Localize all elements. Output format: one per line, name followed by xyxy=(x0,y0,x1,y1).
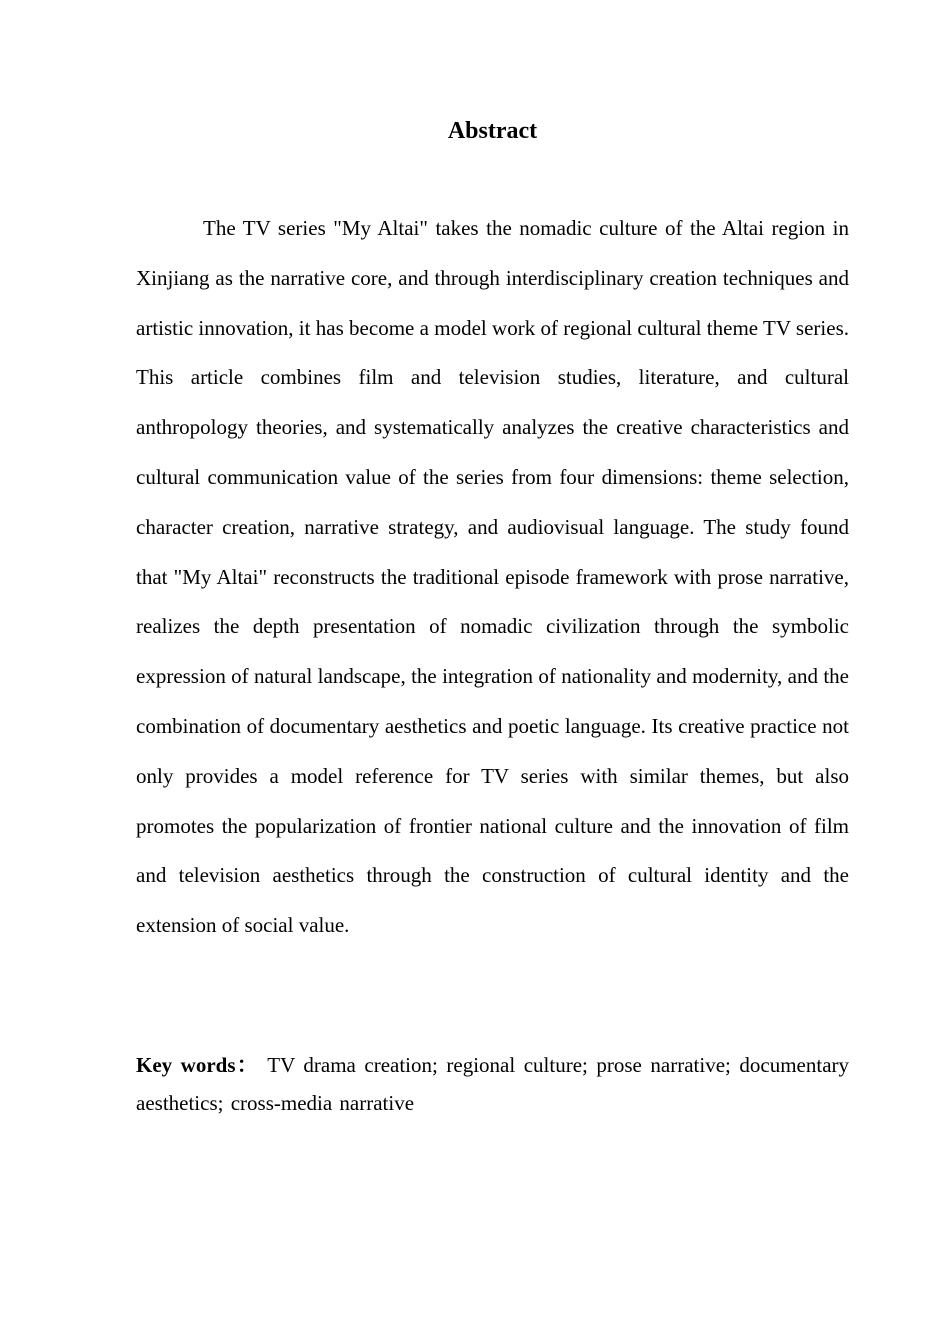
keywords-text: TV drama creation; regional culture; prose narrative; documentary aesthetics; cross-media narrative xyxy=(136,1053,850,1115)
abstract-paragraph: The TV series "My Altai" takes the nomadic culture of the Altai region in Xinjiang as the narrative core, and through interdisciplinary creation techniques and artistic innovation, it has become a model work of regional cultural theme TV series. This article combines film and television studies, literature, and cultural anthropology theories, and systematically analyzes the creative characteristics and cultural communication value of the series from four dimensions: theme selection, character creation, narrative strategy, and audiovisual language. The study found that "My Altai" reconstructs the traditional episode framework with prose narrative, realizes the depth presentation of nomadic civilization through the symbolic expression of natural landscape, the integration of nationality and modernity, and the combination of documentary aesthetics and poetic language. Its creative practice not only provides a model reference for TV series with similar themes, but also promotes the popularization of frontier national culture and the innovation of film and television aesthetics through the construction of cultural identity and the extension of social value. xyxy=(136,216,849,938)
keywords-line xyxy=(136,1046,849,1122)
abstract-title: Abstract xyxy=(447,118,538,144)
keywords-label: Key words： xyxy=(136,1053,260,1077)
